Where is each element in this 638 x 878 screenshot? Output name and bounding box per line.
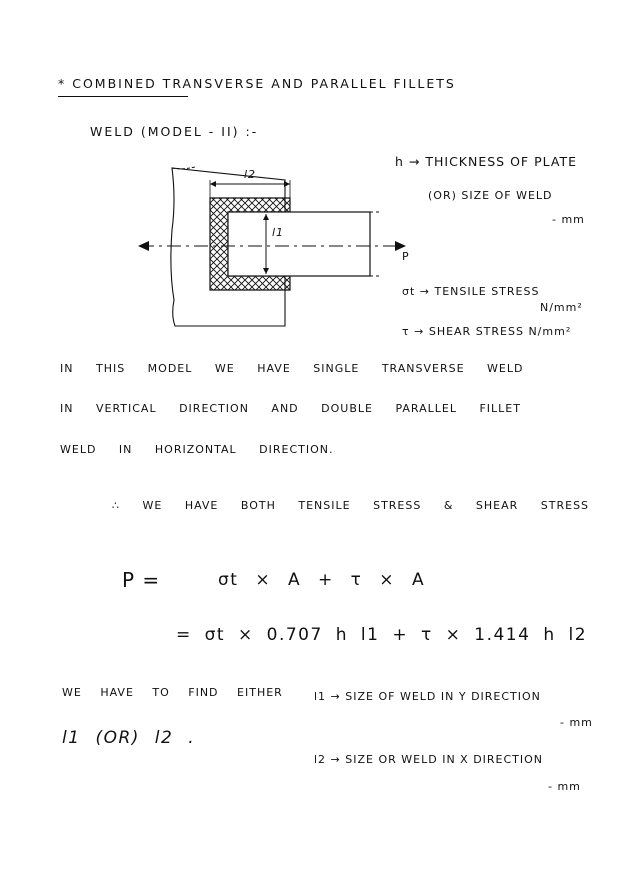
footer-find: WE HAVE TO FIND EITHER (62, 686, 283, 699)
legend-tau: τ → SHEAR STRESS N/mm² (402, 325, 572, 338)
label-P: P (402, 250, 410, 263)
legend-sigma-unit: N/mm² (540, 301, 583, 314)
body-line-3: WELD IN HORIZONTAL DIRECTION. (60, 443, 334, 456)
inner-plate (228, 212, 370, 276)
equation-2: = σt × 0.707 h l1 + τ × 1.414 h l2 (176, 625, 588, 645)
footer-choice: l1 (OR) l2 . (62, 728, 196, 748)
legend-h-alt: (OR) SIZE OF WELD (428, 189, 553, 202)
equation-1-rhs: σt × A + τ × A (218, 570, 426, 590)
label-l2: l2 (244, 168, 257, 181)
footer-l1-def: l1 → SIZE OF WELD IN Y DIRECTION (314, 690, 541, 703)
footer-l1-unit: - mm (560, 716, 593, 729)
legend-sigma: σt → TENSILE STRESS (402, 285, 540, 298)
legend-h: h → THICKNESS OF PLATE (395, 154, 577, 169)
legend-h-unit: - mm (552, 213, 585, 226)
equation-1-lhs: P = (122, 568, 161, 592)
label-l1: l1 (272, 226, 285, 239)
body-line-1: IN THIS MODEL WE HAVE SINGLE TRANSVERSE WELD (60, 362, 524, 375)
left-arrow (138, 241, 149, 251)
page-title: * COMBINED TRANSVERSE AND PARALLEL FILLETS (58, 76, 456, 91)
body-line-2: IN VERTICAL DIRECTION AND DOUBLE PARALLEL FILLET (60, 402, 521, 415)
footer-l2-unit: - mm (548, 780, 581, 793)
footer-l2-def: l2 → SIZE OR WELD IN X DIRECTION (314, 753, 544, 766)
body-line-4: ∴ WE HAVE BOTH TENSILE STRESS & SHEAR STRESS (112, 499, 590, 512)
subtitle: WELD (MODEL - II) :- (90, 124, 259, 139)
